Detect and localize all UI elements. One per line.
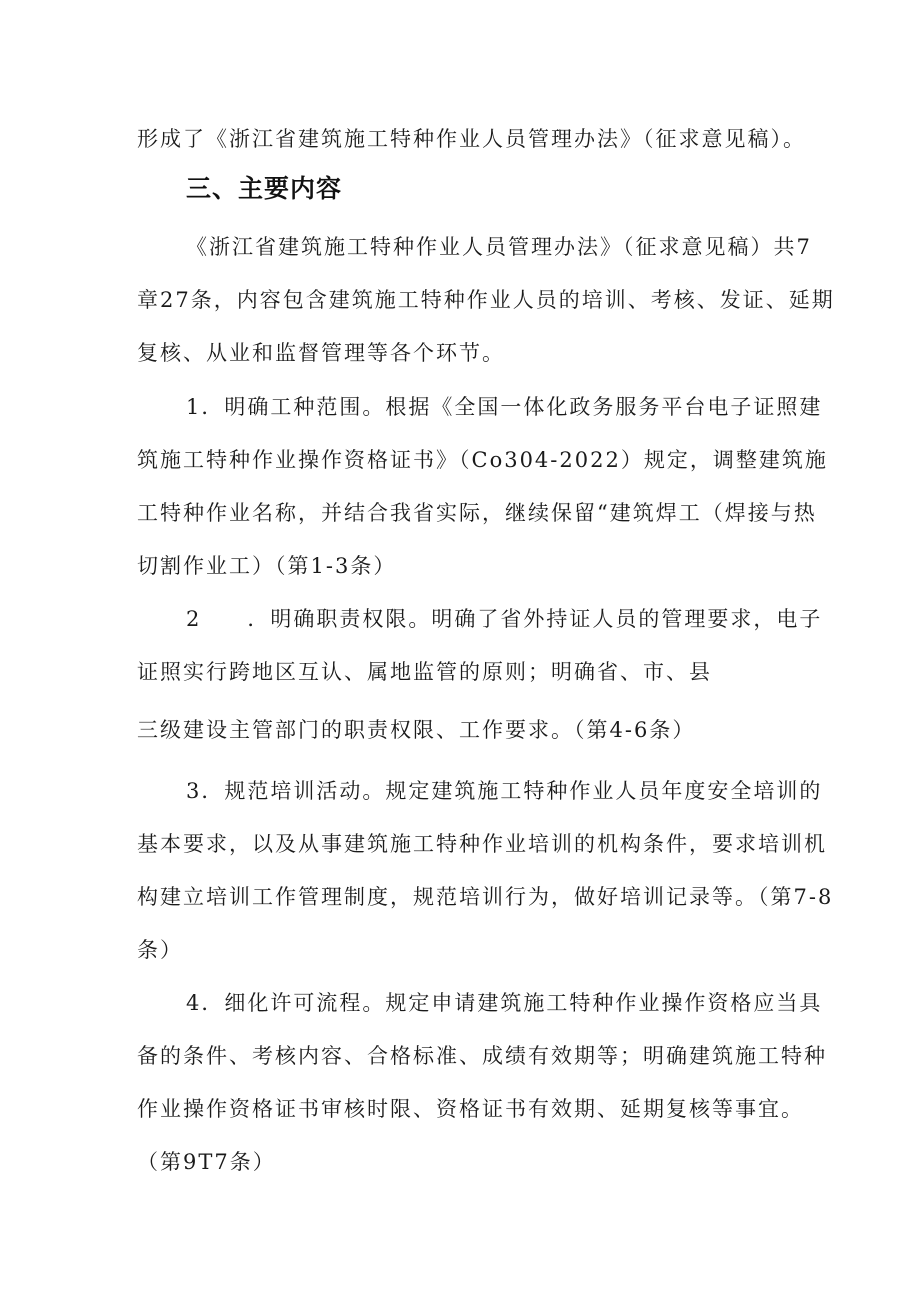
text-line: 备的条件、考核内容、合格标准、成绩有效期等；明确建筑施工特种 <box>137 1044 827 1068</box>
text-line: 切割作业工）（第1-3条） <box>137 554 397 578</box>
text-line: 构建立培训工作管理制度，规范培训行为，做好培训记录等。（第7-8 <box>137 885 834 909</box>
text-line: 复核、从业和监督管理等各个环节。 <box>137 341 505 365</box>
text-line: 条） <box>137 938 183 962</box>
text-line: 工特种作业名称，并结合我省实际，继续保留“建筑焊工（焊接与热 <box>137 501 817 525</box>
text-line: 3．规范培训活动。规定建筑施工特种作业人员年度安全培训的 <box>186 779 823 803</box>
text-line: 章27条，内容包含建筑施工特种作业人员的培训、考核、发证、延期 <box>137 288 835 312</box>
text-line: 1．明确工种范围。根据《全国一体化政务服务平台电子证照建 <box>186 395 823 419</box>
text-line: 三级建设主管部门的职责权限、工作要求。（第4-6条） <box>137 718 696 742</box>
text-line: 作业操作资格证书审核时限、资格证书有效期、延期复核等事宜。 <box>137 1097 804 1121</box>
text-line: 证照实行跨地区互认、属地监管的原则；明确省、市、县 <box>137 660 712 684</box>
text-line: 形成了《浙江省建筑施工特种作业人员管理办法》（征求意见稿）。 <box>137 127 806 151</box>
text-line: 4．细化许可流程。规定申请建筑施工特种作业操作资格应当具 <box>186 991 823 1015</box>
text-line: 筑施工特种作业操作资格证书》（Co304-2022）规定，调整建筑施 <box>137 448 828 472</box>
text-line: 基本要求，以及从事建筑施工特种作业培训的机构条件，要求培训机 <box>137 832 827 856</box>
text-line: （第9T7条） <box>137 1150 276 1174</box>
text-line: 2 ．明确职责权限。明确了省外持证人员的管理要求，电子 <box>186 607 823 631</box>
section-heading: 三、主要内容 <box>186 174 343 203</box>
text-line: 《浙江省建筑施工特种作业人员管理办法》（征求意见稿）共7 <box>186 235 812 259</box>
